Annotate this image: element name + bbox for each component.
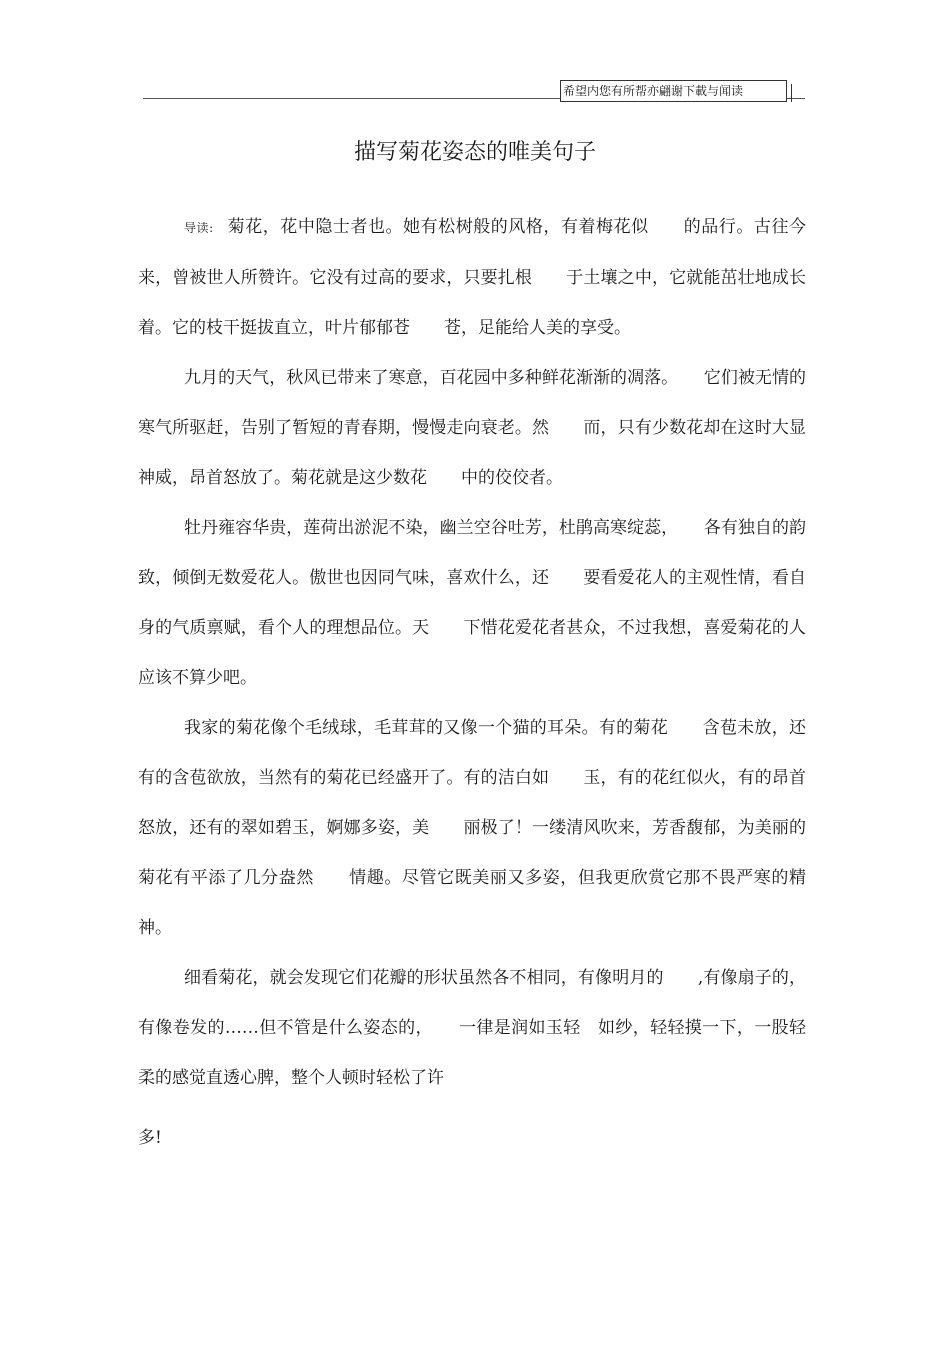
document-body <box>138 202 806 1163</box>
document-title: 描写菊花姿态的唯美句子 <box>353 140 596 165</box>
intro-label: 导读: <box>184 221 214 235</box>
paragraph: 九月的天气，秋风已带来了寒意，百花园中多种鲜花渐渐的凋落。 它们被无情的寒气所驱赶，告别了暂短的青春期，慢慢走向衰老。然 而，只有少数花却在这时大显神威，昂首怒放了。菊花就是这少数花 中的佼佼者。 <box>138 368 806 488</box>
paragraph-closing: 多! <box>138 1128 162 1148</box>
header-tick-mark <box>791 84 792 102</box>
paragraph-intro <box>138 202 806 353</box>
header-note: 希望内您有所帮亦翩谢下載与闻读 <box>560 80 787 102</box>
paragraph: 细看菊花，就会发现它们花瓣的形状虽然各不相同，有像明月的 ,有像扇子的，有像卷发的……但不管是什么姿态的， 一律是润如玉轻 如纱，轻轻摸一下，一股轻柔的感觉直透心脾，整个人顿时轻松了许 <box>138 968 806 1088</box>
paragraph: 我家的菊花像个毛绒球，毛茸茸的又像一个猫的耳朵。有的菊花 含苞未放，还有的含苞欲放，当然有的菊花已经盛开了。有的洁白如 玉，有的花红似火，有的昂首怒放，还有的翠如碧玉，婀娜多姿，美 丽极了！一缕清风吹来，芳香馥郁，为美丽的菊花有平添了几分盎然 情趣。尽管它既美丽又多姿，但我更欣赏它那不畏严寒的精神。 <box>138 718 806 938</box>
paragraph: 牡丹雍容华贵，莲荷出淤泥不染，幽兰空谷吐芳，杜鹃高寒绽蕊， 各有独自的韵致，倾倒无数爱花人。傲世也因同气味，喜欢什么，还 要看爱花人的主观性情，看自身的气质禀赋，看个人的理想品位。天 下惜花爱花者甚众，不过我想，喜爱菊花的人应该不算少吧。 <box>138 518 806 688</box>
paragraph-text: 菊花，花中隐士者也。她有松树般的风格，有着梅花似 的品行。古往今来，曾被世人所赞许。它没有过高的要求，只要扎根 于土壤之中，它就能茁壮地成长着。它的枝干挺拔直立，叶片郁郁苍 苍，足能给人美的享受。 <box>138 217 807 338</box>
